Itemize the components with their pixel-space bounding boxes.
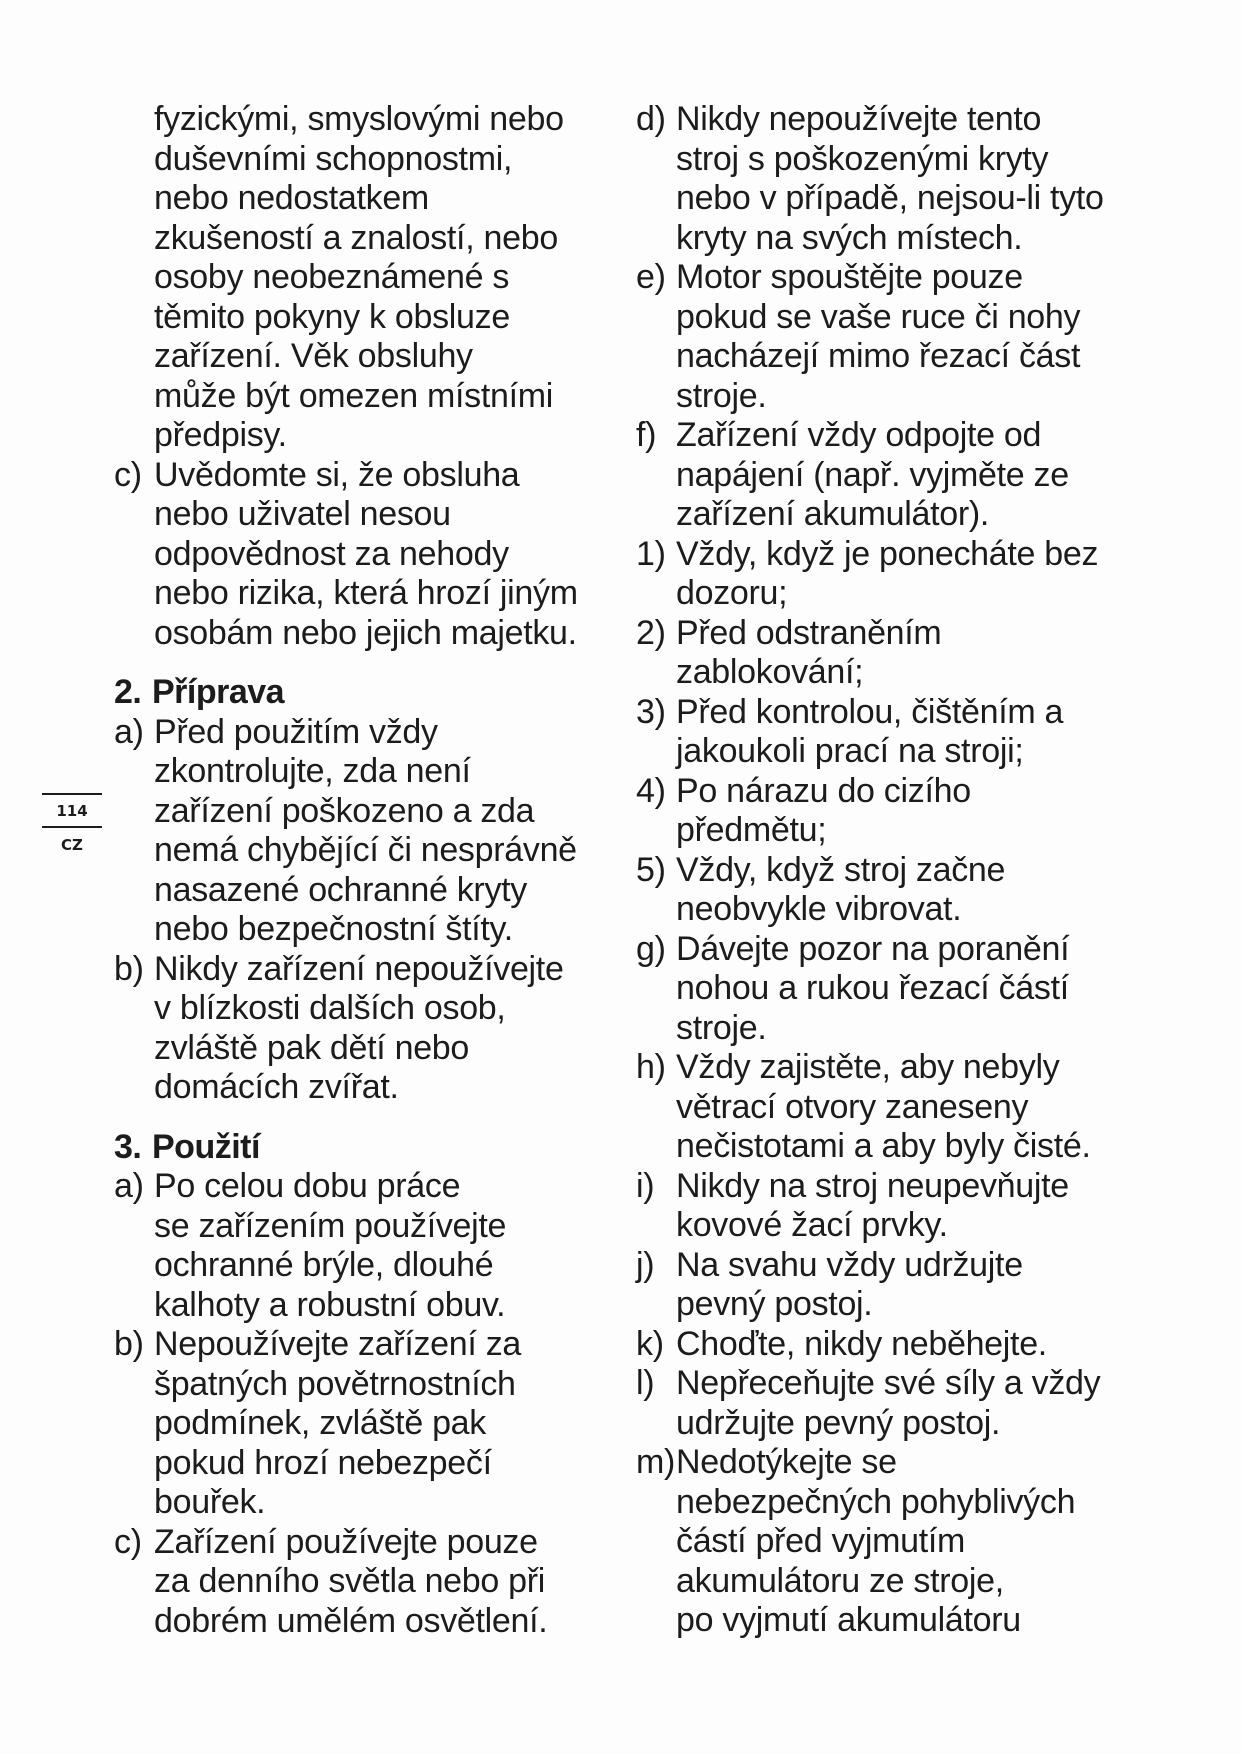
text-line: za denního světla nebo při <box>154 1562 546 1600</box>
section-heading-pouziti <box>114 1128 614 1168</box>
text-line: Nikdy na stroj neupevňujte <box>676 1166 1069 1205</box>
text-line: nebo rizika, která hrozí jiným <box>154 574 578 612</box>
item-marker: 4) <box>636 771 666 810</box>
text-line: Nepřeceňujte své síly a vždy <box>676 1364 1101 1402</box>
list-item <box>636 614 1141 693</box>
text-line: nebo uživatel nesou <box>154 495 451 533</box>
text-line: Vždy, když je ponecháte bez <box>676 534 1099 573</box>
text-line: zařízení akumulátor). <box>676 495 990 533</box>
text-line: Choďte, nikdy neběhejte. <box>676 1324 1047 1363</box>
text-line: osobám nebo jejich majetku. <box>154 613 577 652</box>
text-line: stroj s poškozenými kryty <box>676 139 1049 178</box>
item-marker: k) <box>636 1324 664 1363</box>
text-line: pokud se vaše ruce či nohy <box>676 297 1081 336</box>
text-line: Uvědomte si, že obsluha <box>154 455 520 494</box>
list-item <box>636 100 1141 258</box>
text-line: předpisy. <box>154 416 287 454</box>
list-item <box>114 1325 614 1523</box>
text-line: Motor spouštějte pouze <box>676 258 1023 296</box>
item-marker: b) <box>114 949 144 988</box>
text-line: Po nárazu do cizího <box>676 771 971 810</box>
text-line: kovové žací prvky. <box>676 1206 948 1244</box>
text-line: osoby neobeznámené s <box>154 258 510 296</box>
text-line: Vždy zajistěte, aby nebyly <box>676 1048 1060 1086</box>
item-marker: a) <box>114 712 144 751</box>
item-marker: l) <box>636 1364 655 1402</box>
list-item <box>636 1167 1141 1246</box>
text-line: Nikdy zařízení nepoužívejte <box>154 949 564 988</box>
list-item <box>636 693 1141 772</box>
item-marker: g) <box>636 929 666 968</box>
text-line: Před odstraněním <box>676 613 942 652</box>
item-marker: c) <box>114 455 142 494</box>
left-column <box>114 100 614 1641</box>
list-item <box>636 772 1141 851</box>
item-marker: c) <box>114 1522 142 1561</box>
text-line: Na svahu vždy udržujte <box>676 1245 1023 1284</box>
text-line: zvláště pak dětí nebo <box>154 1028 470 1067</box>
item-marker: 3) <box>636 692 666 731</box>
list-item <box>114 1167 614 1325</box>
text-line: nemá chybějící či nesprávně <box>154 831 577 869</box>
text-line: zařízení. Věk obsluhy <box>154 337 473 375</box>
text-line: částí před vyjmutím <box>676 1522 966 1560</box>
text-line: stroje. <box>676 376 767 415</box>
text-line: nebezpečných pohyblivých <box>676 1482 1076 1521</box>
list-item <box>114 713 614 950</box>
text-line: zablokování; <box>676 653 864 691</box>
item-marker: 2) <box>636 613 666 652</box>
text-line: akumulátoru ze stroje, <box>676 1561 1004 1600</box>
text-line: větrací otvory zaneseny <box>676 1087 1029 1126</box>
text-line: kryty na svých místech. <box>676 218 1023 257</box>
list-item <box>636 930 1141 1049</box>
text-line: odpovědnost za nehody <box>154 534 509 573</box>
right-column <box>636 100 1141 1641</box>
text-line: Nedotýkejte se <box>676 1443 897 1481</box>
text-line: nohou a rukou řezací částí <box>676 969 1069 1007</box>
item-marker: 1) <box>636 534 666 573</box>
intro-continuation <box>114 100 614 456</box>
item-marker: d) <box>636 100 666 138</box>
text-line: může být omezen místními <box>154 376 554 415</box>
list-item-c <box>114 456 614 654</box>
list-item <box>636 851 1141 930</box>
list-item <box>636 1364 1141 1443</box>
text-line: ochranné brýle, dlouhé <box>154 1246 494 1284</box>
text-line: duševními schopnostmi, <box>154 139 513 178</box>
section-title: Příprava <box>152 673 285 711</box>
text-line: dobrém umělém osvětlení. <box>154 1601 548 1640</box>
item-marker: h) <box>636 1048 666 1086</box>
text-line: nebo v případě, nejsou-li tyto <box>676 179 1104 217</box>
text-line: nebo bezpečnostní štíty. <box>154 910 513 948</box>
list-item <box>636 258 1141 416</box>
text-line: pevný postoj. <box>676 1285 873 1323</box>
text-line: kalhoty a robustní obuv. <box>154 1285 506 1324</box>
text-line: neobvykle vibrovat. <box>676 890 962 928</box>
section-3-items <box>114 1167 614 1641</box>
text-line: pokud hrozí nebezpečí <box>154 1443 492 1482</box>
text-line: Nepoužívejte zařízení za <box>154 1325 521 1363</box>
text-line: napájení (např. vyjměte ze <box>676 455 1069 494</box>
text-line: špatných povětrnostních <box>154 1364 516 1403</box>
list-item <box>636 1325 1141 1365</box>
text-line: zkušeností a znalostí, nebo <box>154 218 558 257</box>
page-number: 114 <box>56 802 88 820</box>
list-item <box>636 416 1141 535</box>
section-number: 2. <box>114 673 142 711</box>
text-line: jakoukoli prací na stroji; <box>676 732 1024 770</box>
text-line: Vždy, když stroj začne <box>676 850 1006 889</box>
item-marker: a) <box>114 1167 144 1205</box>
text-line: dozoru; <box>676 574 788 612</box>
item-marker: m) <box>636 1443 676 1481</box>
list-item <box>114 1523 614 1642</box>
item-marker: i) <box>636 1166 655 1205</box>
text-line: nebo nedostatkem <box>154 179 429 217</box>
section-title: Použití <box>152 1127 260 1166</box>
list-item <box>636 1443 1141 1641</box>
text-line: domácích zvířat. <box>154 1068 399 1106</box>
text-line: Zařízení používejte pouze <box>154 1522 538 1561</box>
section-2-items <box>114 713 614 1108</box>
text-line: předmětu; <box>676 811 827 849</box>
section-heading-priprava <box>114 673 614 713</box>
page-number-tab <box>42 793 102 854</box>
list-item <box>636 1246 1141 1325</box>
list-item <box>114 950 614 1108</box>
item-marker: j) <box>636 1245 655 1284</box>
text-line: Nikdy nepoužívejte tento <box>676 100 1042 138</box>
list-item <box>636 1048 1141 1167</box>
text-line: nacházejí mimo řezací část <box>676 337 1081 375</box>
item-marker: 5) <box>636 850 666 889</box>
right-column-items <box>636 100 1141 1641</box>
text-line: zkontrolujte, zda není <box>154 752 471 790</box>
text-line: Zařízení vždy odpojte od <box>676 416 1042 454</box>
text-line: po vyjmutí akumulátoru <box>676 1601 1021 1639</box>
item-marker: b) <box>114 1325 144 1363</box>
text-line: Před kontrolou, čištěním a <box>676 692 1064 731</box>
language-code: CZ <box>61 836 83 854</box>
text-line: udržujte pevný postoj. <box>676 1403 1001 1442</box>
text-line: nečistotami a aby byly čisté. <box>676 1127 1091 1165</box>
text-line: podmínek, zvláště pak <box>154 1404 486 1442</box>
text-line: se zařízením používejte <box>154 1206 507 1245</box>
text-line: stroje. <box>676 1008 767 1047</box>
item-marker: e) <box>636 258 666 296</box>
text-line: bouřek. <box>154 1483 266 1521</box>
text-line: zařízení poškozeno a zda <box>154 791 535 830</box>
text-line: v blízkosti dalších osob, <box>154 989 506 1027</box>
list-item <box>636 535 1141 614</box>
text-line: Po celou dobu práce <box>154 1167 461 1205</box>
text-line: Před použitím vždy <box>154 712 438 751</box>
text-line: Dávejte pozor na poranění <box>676 929 1070 968</box>
text-line: těmito pokyny k obsluze <box>154 297 510 336</box>
text-line: nasazené ochranné kryty <box>154 870 527 909</box>
section-number: 3. <box>114 1127 142 1166</box>
item-marker: f) <box>636 416 657 454</box>
text-line: fyzickými, smyslovými nebo <box>154 100 564 138</box>
